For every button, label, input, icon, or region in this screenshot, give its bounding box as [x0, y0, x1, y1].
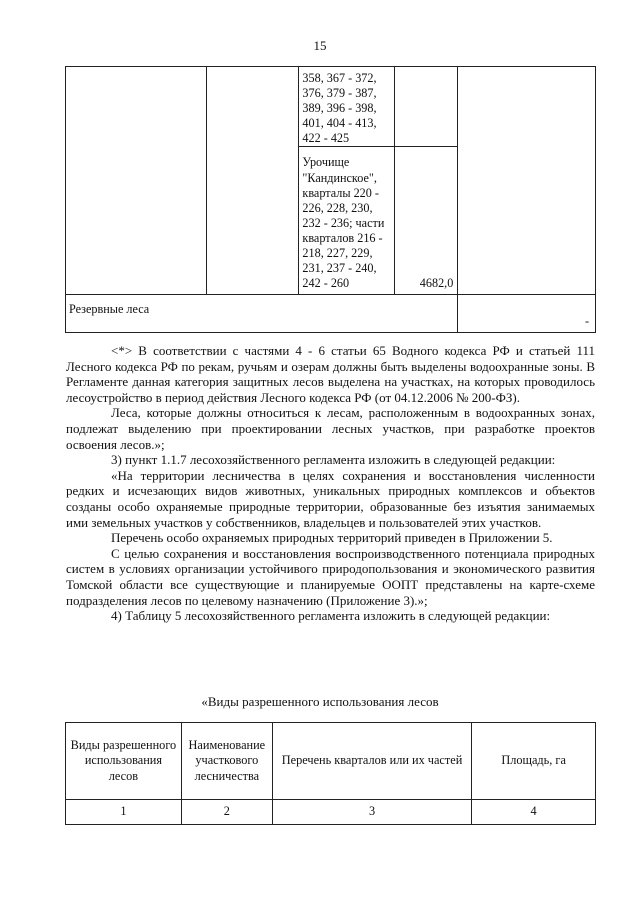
column-number: 3 [272, 800, 471, 825]
table-title: «Виды разрешенного использования лесов [201, 694, 439, 709]
area-value: 4682,0 [395, 147, 458, 295]
document-body [66, 343, 595, 624]
list-line: 401, 404 - 413, [302, 116, 377, 131]
table-row [66, 67, 596, 147]
column-number: 4 [472, 800, 596, 825]
column-header: Наименование участкового лесничества [181, 723, 272, 800]
quarters-continuation-cell [299, 67, 395, 147]
list-line: кварталов 216 - [302, 230, 383, 245]
list-line: Урочище [302, 155, 350, 170]
column-header: Площадь, га [472, 723, 596, 800]
list-line: 389, 396 - 398, [302, 101, 377, 116]
paragraph: Перечень особо охраняемых природных территорий приведен в Приложении 5. [111, 530, 553, 546]
column-number: 1 [66, 800, 182, 825]
paragraph: Леса, которые должны относиться к лесам, расположенным в водоохранных зонах, подлежат выделению при проектировании лесных участков, при разработке проектов освоения лесов.»; [66, 405, 595, 452]
table-cell [66, 67, 207, 295]
column-number: 2 [181, 800, 272, 825]
list-line: 232 - 236; части [302, 215, 385, 230]
list-line: 422 - 425 [302, 131, 350, 146]
column-header: Виды разрешенного использования лесов [66, 723, 182, 800]
column-header: Перечень кварталов или их частей [272, 723, 471, 800]
list-line: 376, 379 - 387, [302, 86, 377, 101]
paragraph: 3) пункт 1.1.7 лесохозяйственного регламента изложить в следующей редакции: [111, 452, 556, 468]
table-row [66, 295, 596, 333]
kandinskoe-quarters-cell [299, 147, 395, 295]
page-number: 15 [313, 38, 327, 53]
permitted-use-table [65, 722, 596, 825]
table-cell [206, 67, 299, 295]
reserve-forests-value: - [458, 295, 596, 333]
reserve-forests-label: Резервные леса [66, 295, 458, 333]
paragraph: 4) Таблицу 5 лесохозяйственного регламента изложить в следующей редакции: [111, 608, 551, 624]
list-line: 358, 367 - 372, [302, 71, 377, 85]
list-line: 218, 227, 229, [302, 246, 373, 261]
table-cell [458, 67, 596, 295]
footnote-paragraph: <*> В соответствии с частями 4 - 6 статьи 65 Водного кодекса РФ и статьей 111 Лесного кодекса РФ по рекам, ручьям и озерам должны быть выделены водоохранные зоны. В Регламенте данная категория защитных лесов выделена на участках, на которых проводилось лесоустройство в период действия Лесного кодекса РФ (от 04.12.2006 № 200-ФЗ). [66, 343, 595, 405]
list-line: кварталы 220 - [302, 185, 379, 200]
column-number-row [66, 800, 596, 825]
table-header-row [66, 723, 596, 800]
list-line: 226, 228, 230, [302, 200, 373, 215]
list-line: 242 - 260 [302, 276, 350, 291]
list-line: "Кандинское", [302, 170, 377, 185]
paragraph: С целью сохранения и восстановления воспроизводственного потенциала природных систем в условиях организации устойчивого природопользования и экономического развития Томской области все существующие и планируемые ООПТ представлены на карте-схеме подразделения лесов по целевому назначению (Приложение 3).»; [66, 545, 595, 608]
list-line: 231, 237 - 240, [302, 261, 377, 276]
forest-category-table [65, 66, 596, 333]
table-cell [395, 67, 458, 147]
paragraph: «На территории лесничества в целях сохранения и восстановления численности редких и исчезающих видов животных, уникальных природных комплексов и объектов созданы особо охраняемые природные территории, образованные без изъятия занимаемых ими земельных участков у собственников, владельцев и пользователей этих участков. [66, 467, 595, 530]
